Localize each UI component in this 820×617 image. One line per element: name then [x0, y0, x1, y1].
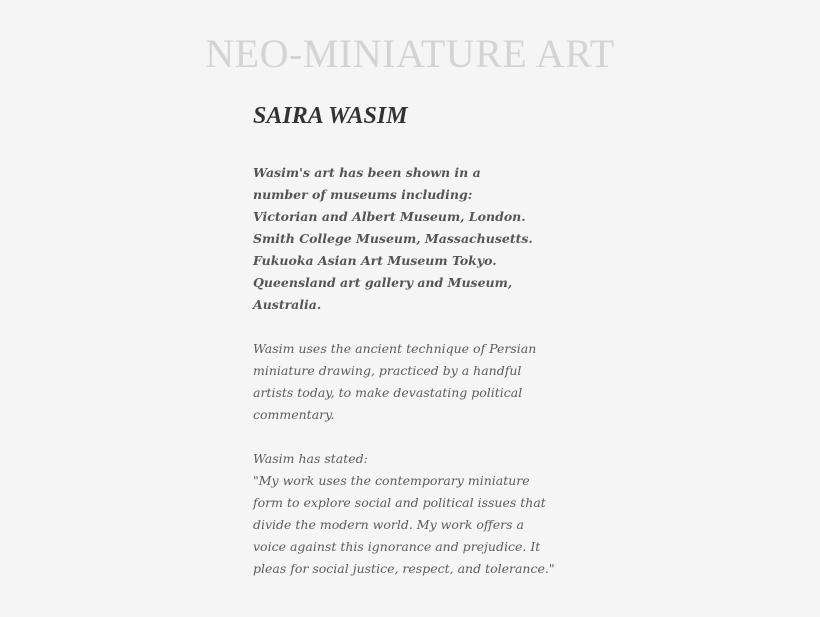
technique-line: artists today, to make devastating political — [253, 385, 523, 400]
museums-paragraph — [253, 162, 533, 316]
quote-line: pleas for social justice, respect, and tolerance." — [253, 561, 555, 576]
technique-line: commentary. — [253, 407, 335, 422]
quote-line: Wasim has stated: — [253, 451, 368, 466]
quote-paragraph — [253, 448, 555, 580]
museums-line: Fukuoka Asian Art Museum Tokyo. — [253, 253, 497, 268]
technique-line: Wasim uses the ancient technique of Persian — [253, 341, 537, 356]
museums-line: number of museums including: — [253, 187, 473, 202]
page-title: NEO-MINIATURE ART — [205, 31, 615, 76]
quote-line: "My work uses the contemporary miniature — [253, 473, 530, 488]
artist-name-heading: SAIRA WASIM — [253, 103, 408, 129]
museums-line: Wasim's art has been shown in a — [253, 165, 481, 180]
quote-line: voice against this ignorance and prejudice. It — [253, 539, 541, 554]
museums-line: Queensland art gallery and Museum, — [253, 275, 513, 290]
technique-paragraph — [253, 338, 536, 426]
museums-line: Smith College Museum, Massachusetts. — [253, 231, 533, 246]
museums-line: Australia. — [253, 297, 322, 312]
quote-line: form to explore social and political issues that — [253, 495, 546, 510]
technique-line: miniature drawing, practiced by a handful — [253, 363, 522, 378]
quote-line: divide the modern world. My work offers a — [253, 517, 524, 532]
museums-line: Victorian and Albert Museum, London. — [253, 209, 526, 224]
